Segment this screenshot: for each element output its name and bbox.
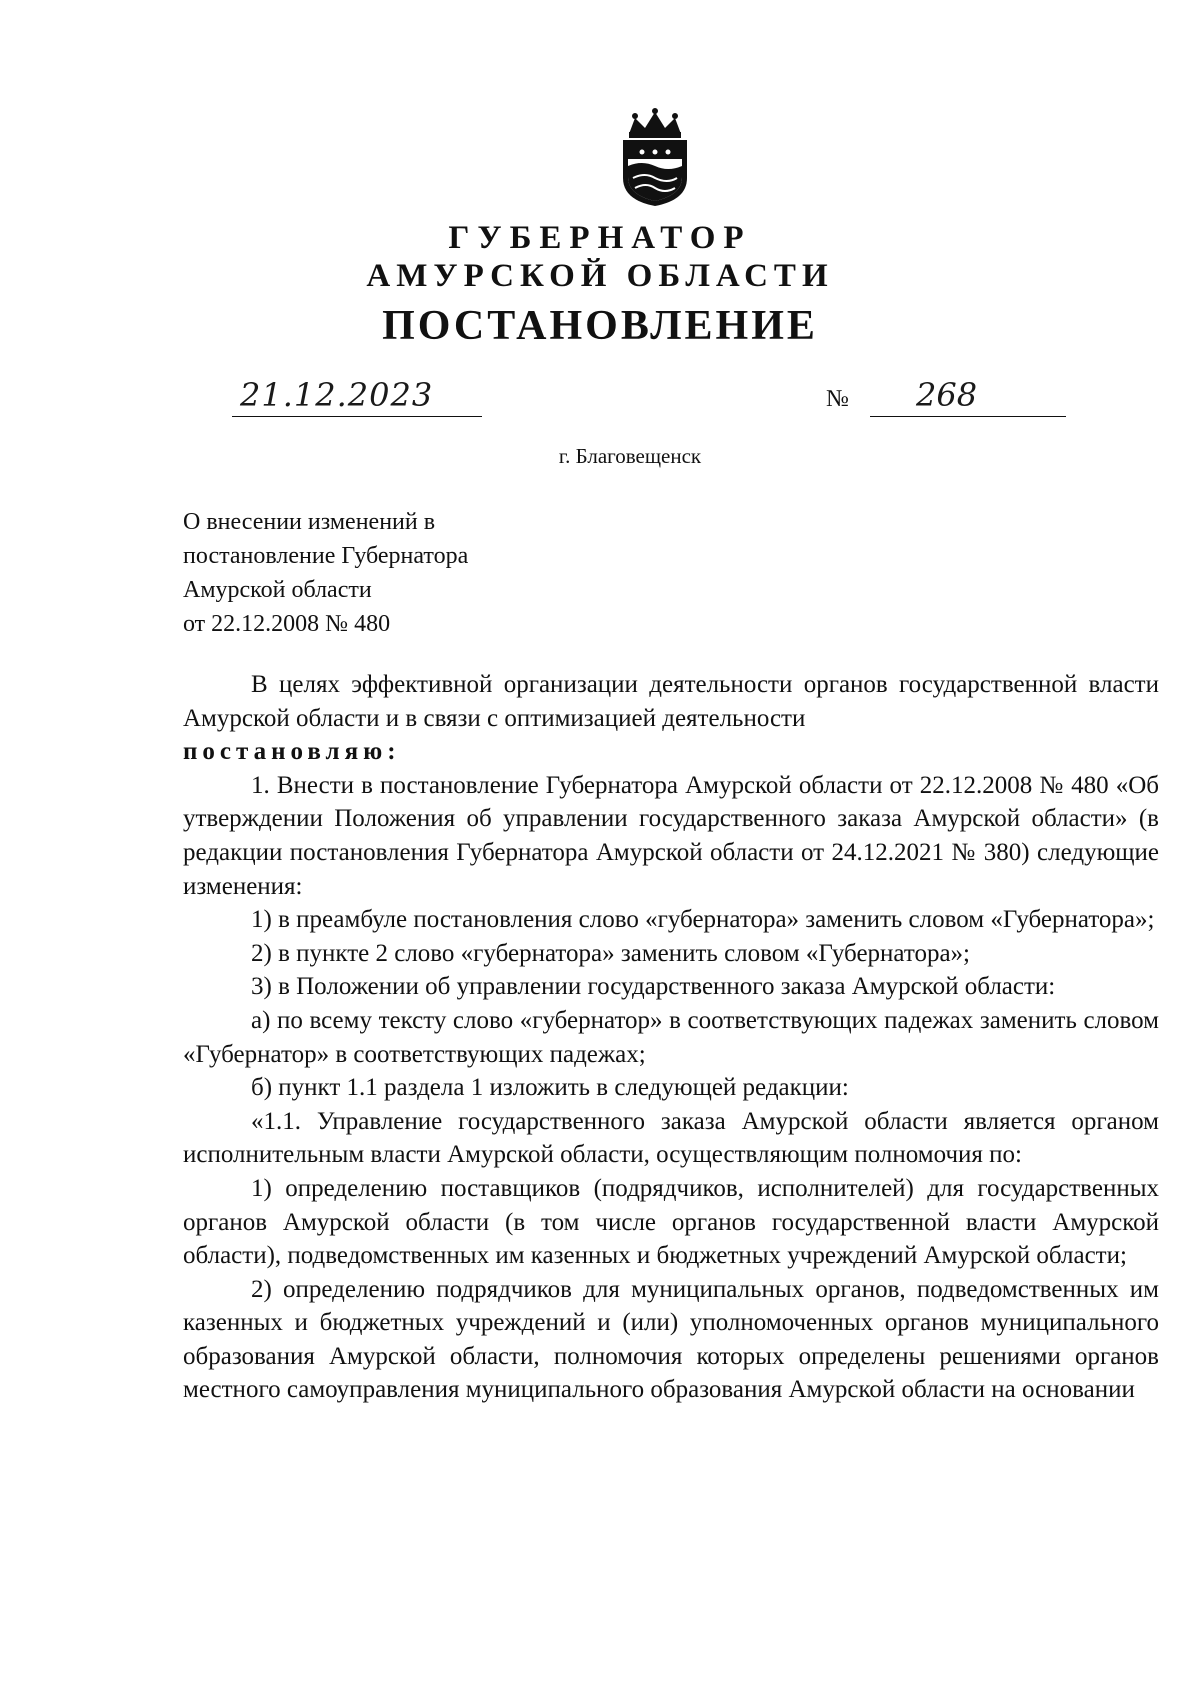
body-paragraph: 1. Внести в постановление Губернатора Амурской области от 22.12.2008 № 480 «Об утверждении Положения об управлении государственного заказа Амурской области» (в редакции постановления Губернатора Амурской области от 24.12.2021 № 380) следующие изменения: [183, 771, 1159, 900]
body-paragraph: 1) определению поставщиков (подрядчиков, исполнителей) для государственных органов Амурской области (в том числе органов государственной власти Амурской области), подведомственных им казенных и бюджетных учреждений Амурской области; [183, 1174, 1159, 1270]
number-field [870, 376, 1066, 417]
number-sign: № [826, 386, 849, 412]
handwritten-date: 21.12.2023 [240, 376, 434, 414]
body-paragraph: 3) в Положении об управлении государственного заказа Амурской области: [251, 973, 1056, 1001]
document-type-title: ПОСТАНОВЛЕНИЕ [382, 303, 818, 349]
decree-word: постановляю: [183, 738, 401, 766]
body-paragraph: 2) в пункте 2 слово «губернатора» заменить словом «Губернатора»; [251, 939, 971, 967]
body-paragraph: 1) в преамбуле постановления слово «губернатора» заменить словом «Губернатора»; [251, 906, 1155, 934]
document-subject [183, 505, 468, 641]
body-paragraph: 2) определению подрядчиков для муниципальных органов, подведомственных им казенных и бюджетных учреждений и (или) уполномоченных органов муниципального образования Амурской области, полномочия которых определены решениями органов местного самоуправления муниципального образования Амурской области на основании [183, 1275, 1159, 1404]
subject-line: от 22.12.2008 № 480 [183, 611, 391, 637]
body-paragraph: а) по всему тексту слово «губернатор» в соответствующих падежах заменить словом «Губернатор» в соответствующих падежах; [183, 1006, 1159, 1068]
coat-of-arms-emblem [615, 108, 695, 208]
subject-line: Амурской области [183, 577, 372, 603]
handwritten-number: 268 [916, 376, 978, 414]
preamble-paragraph: В целях эффективной организации деятельности органов государственной власти Амурской области и в связи с оптимизацией деятельности [183, 671, 1159, 732]
subject-line: постановление Губернатора [183, 543, 469, 569]
date-field [232, 376, 482, 417]
heading-region: АМУРСКОЙ ОБЛАСТИ [366, 258, 834, 294]
city-name: г. Благовещенск [558, 444, 702, 468]
body-paragraph: б) пункт 1.1 раздела 1 изложить в следующей редакции: [251, 1074, 849, 1102]
heading-governor: ГУБЕРНАТОР [448, 220, 752, 256]
body-paragraph: «1.1. Управление государственного заказа Амурской области является органом исполнительным власти Амурской области, осуществляющим полномочия по: [183, 1107, 1159, 1169]
subject-line: О внесении изменений в [183, 509, 436, 535]
document-body [183, 668, 1159, 1407]
